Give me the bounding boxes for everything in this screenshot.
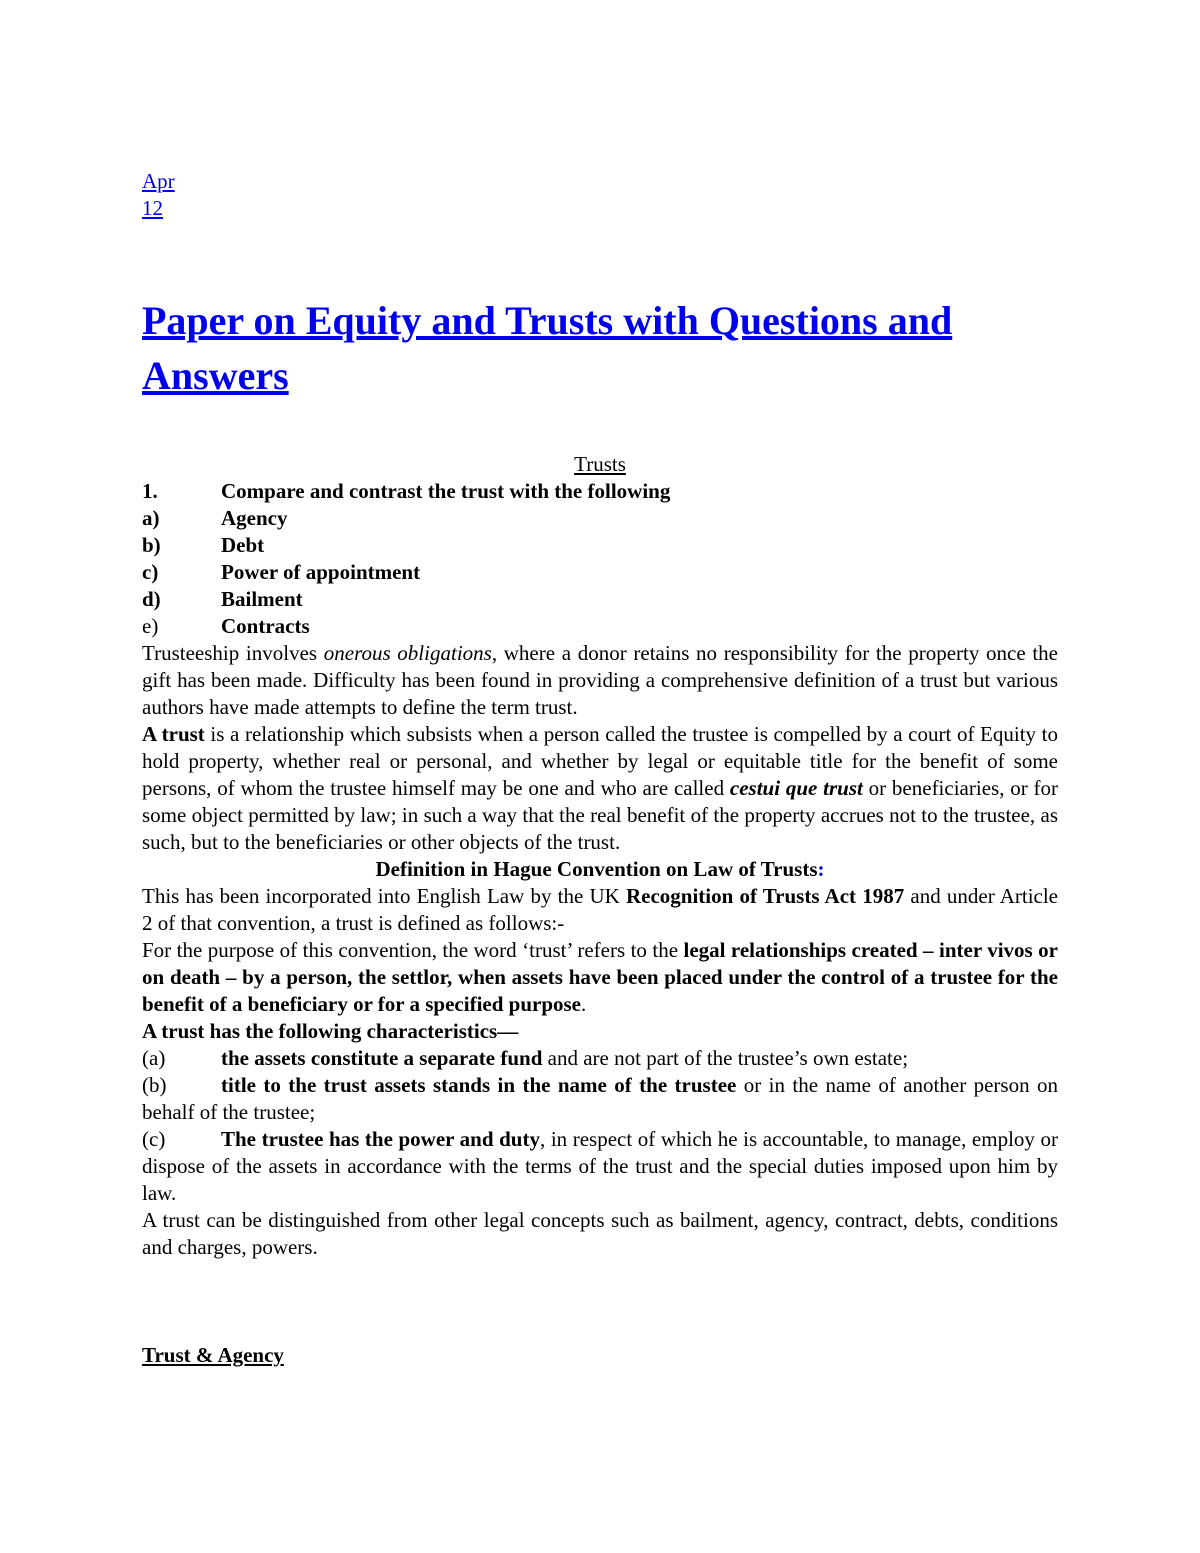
hague-heading (142, 856, 1058, 883)
subsection-heading (142, 1342, 1058, 1369)
text-run: or beneficiaries, or for some object permitted by law; in such a way that the real benefit of the property accrues not to the trustee, as such, but to the beneficiaries or other objects of the trust. (142, 776, 1059, 854)
date-month-link[interactable]: Apr (142, 169, 175, 193)
characteristics-heading (142, 1018, 1058, 1045)
date-day-link[interactable]: 12 (142, 196, 163, 220)
section-heading: Trusts (574, 452, 626, 476)
option-text: Contracts (221, 614, 310, 638)
option-text: Power of appointment (221, 560, 421, 584)
option-label: b) (142, 533, 161, 557)
paragraph-distinguished: A trust can be distinguished from other legal concepts such as bailment, agency, contract, debts, conditions and charges, powers. (142, 1208, 1058, 1259)
spacer (142, 1261, 1058, 1342)
option-label: a) (142, 506, 160, 530)
option-text: Debt (221, 533, 265, 557)
subsection-heading-text: Trust & Agency (142, 1343, 284, 1367)
characteristic-a (142, 1045, 1058, 1072)
term-cestui-que-trust: cestui que trust (729, 776, 863, 800)
page-title (142, 293, 1058, 403)
characteristics-heading-text: A trust has the following characteristics— (142, 1019, 519, 1043)
emphasis-text: onerous obligations (323, 641, 492, 665)
text-run: This has been incorporated into English Law by the UK (142, 884, 626, 908)
bold-definition: legal relationships created – inter vivos or on death – by a person, the settlor, when assets have been placed under the control of a trustee for the benefit of a beneficiary or for a specified purpose (142, 938, 1058, 1016)
paragraph-trust-definition (142, 721, 1058, 856)
title-link[interactable]: Paper on Equity and Trusts with Questions and Answers (142, 298, 953, 398)
text-run: , where a donor retains no responsibility for the property once the gift has been made. Difficulty has been found in providing a comprehensive definition of a trust but various authors have made attempts to define the term trust. (142, 641, 1058, 719)
characteristic-label: (b) (142, 1073, 167, 1097)
characteristic-c (142, 1126, 1058, 1207)
characteristic-bold: the assets constitute a separate fund (221, 1046, 543, 1070)
paragraph-convention-definition (142, 937, 1058, 1018)
document-page (142, 168, 1058, 1369)
text-run: and under Article 2 of that convention, a trust is defined as follows:- (142, 884, 1058, 935)
option-label: c) (142, 560, 159, 584)
characteristic-bold: title to the trust assets stands in the name of the trustee (221, 1073, 737, 1097)
option-a (142, 505, 1058, 532)
option-d (142, 586, 1058, 613)
hague-heading-colon: : (817, 857, 825, 881)
post-date (142, 168, 1058, 222)
bold-lead: A trust (142, 722, 205, 746)
paragraph-recognition-act (142, 883, 1058, 937)
question-row (142, 478, 1058, 505)
option-e (142, 613, 1058, 640)
question-number: 1. (142, 479, 158, 503)
option-label: e) (142, 614, 159, 638)
text-run: For the purpose of this convention, the word ‘trust’ refers to the (142, 938, 684, 962)
characteristic-label: (a) (142, 1046, 166, 1070)
text-run: . (581, 992, 587, 1016)
option-c (142, 559, 1058, 586)
hague-heading-text: Definition in Hague Convention on Law of Trusts (375, 857, 818, 881)
bold-act-name: Recognition of Trusts Act 1987 (625, 884, 905, 908)
text-run: Trusteeship involves (142, 641, 324, 665)
option-label: d) (142, 587, 161, 611)
text-run: , in respect of which he is accountable, to manage, employ or dispose of the assets in accordance with the terms of the trust and the special duties imposed upon him by law. (142, 1127, 1059, 1205)
characteristic-label: (c) (142, 1127, 166, 1151)
question-text: Compare and contrast the trust with the following (221, 479, 671, 503)
paragraph-trusteeship (142, 640, 1058, 721)
characteristic-b (142, 1072, 1058, 1126)
text-run: or in the name of another person on behalf of the trustee; (142, 1073, 1058, 1124)
option-text: Agency (221, 506, 288, 530)
option-text: Bailment (221, 587, 303, 611)
option-b (142, 532, 1058, 559)
text-run: is a relationship which subsists when a person called the trustee is compelled by a court of Equity to hold property, whether real or personal, and whether by legal or equitable title for the benefit of some persons, of whom the trustee himself may be one and who are called (142, 722, 1058, 800)
article-body (142, 451, 1058, 1369)
text-run: and are not part of the trustee’s own estate; (542, 1046, 909, 1070)
characteristic-bold: The trustee has the power and duty (221, 1127, 540, 1151)
